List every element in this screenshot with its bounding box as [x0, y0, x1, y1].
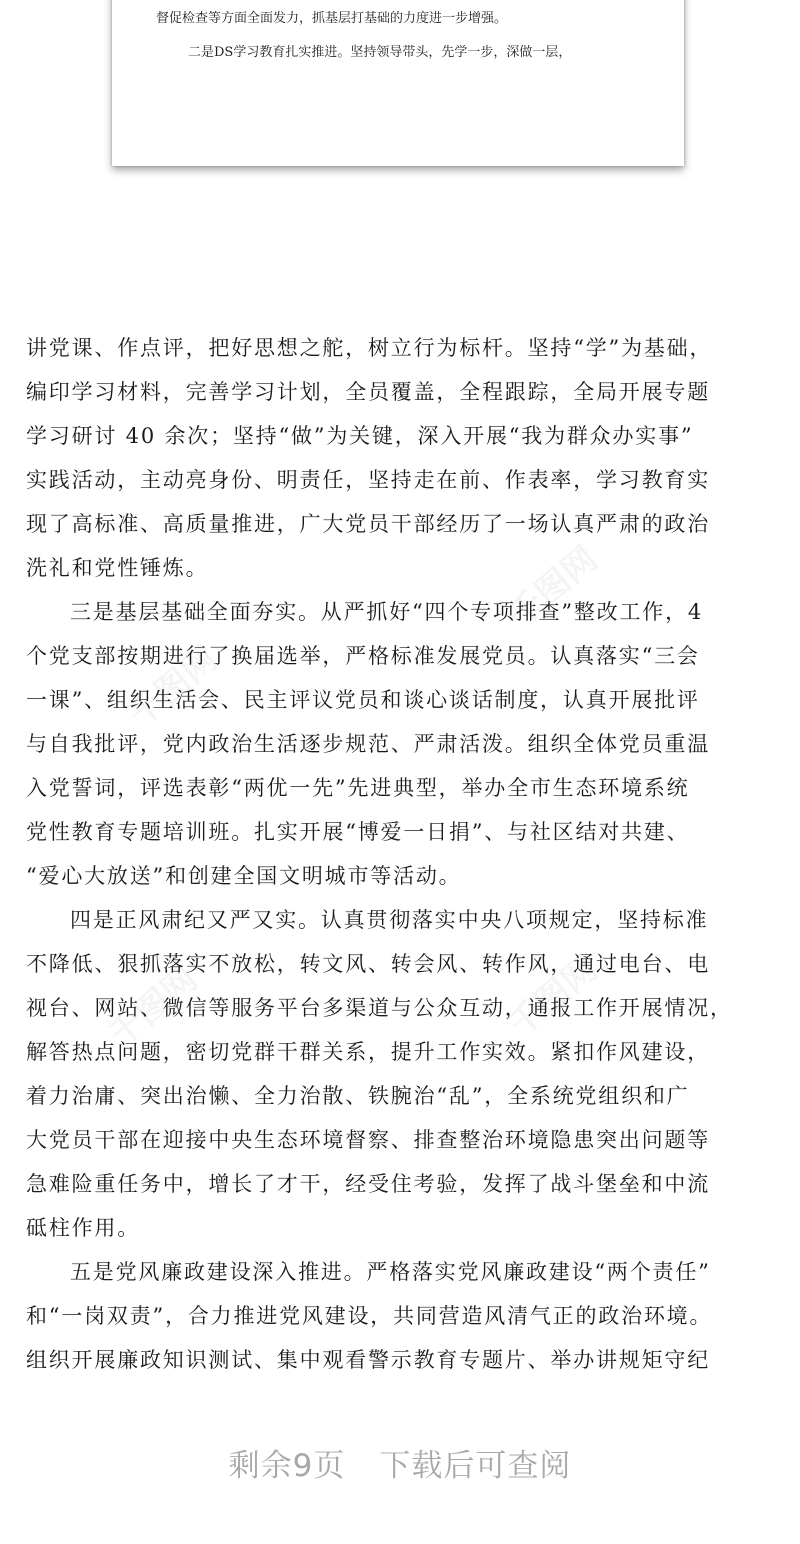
- watermark: 千图网: [121, 639, 226, 736]
- paragraph-line: 现了高标准、高质量推进，广大党员干部经历了一场认真严肃的政治: [26, 512, 710, 536]
- paragraph-line: 砥柱作用。: [26, 1216, 140, 1240]
- paragraph-line: 入党誓词，评选表彰“两优一先”先进典型，举办全市生态环境系统: [26, 776, 690, 800]
- paragraph-line: 实践活动，主动亮身份、明责任，坚持走在前、作表率，学习教育实: [26, 468, 710, 492]
- preview-line: 督促检查等方面全面发力，抓基层打基础的力度进一步增强。: [156, 11, 508, 26]
- paragraph-line: 和“一岗双责”，合力推进党风建设，共同营造风清气正的政治环境。: [26, 1304, 713, 1328]
- paragraph-line: 组织开展廉政知识测试、集中观看警示教育专题片、举办讲规矩守纪: [26, 1348, 710, 1372]
- paragraph-line: 讲党课、作点评，把好思想之舵，树立行为标杆。坚持“学”为基础，: [26, 336, 713, 360]
- paragraph-line: 学习研讨 40 余次；坚持“做”为关键，深入开展“我为群众办实事”: [26, 424, 694, 448]
- paragraph-line: 一课”、组织生活会、民主评议党员和谈心谈话制度，认真开展批评: [26, 688, 700, 712]
- watermark: 千图网: [501, 949, 606, 1046]
- document-body: [26, 326, 776, 1382]
- paragraph-line: 五是党风廉政建设深入推进。严格落实党风廉政建设“两个责任”: [70, 1260, 711, 1284]
- paragraph-line: 四是正风肃纪又严又实。认真贯彻落实中央八项规定，坚持标准: [70, 908, 709, 932]
- paragraph-line: 与自我批评，党内政治生活逐步规范、严肃活泼。组织全体党员重温: [26, 732, 710, 756]
- paragraph-line: 急难险重任务中，增长了才干，经受住考验，发挥了战斗堡垒和中流: [26, 1172, 710, 1196]
- download-hint-label: 下载后可查阅: [379, 1448, 572, 1484]
- paragraph-line: 大党员干部在迎接中央生态环境督察、排查整治环境隐患突出问题等: [26, 1128, 710, 1152]
- paragraph-line: 洗礼和党性锤炼。: [26, 556, 209, 580]
- paragraph-line: 个党支部按期进行了换届选举，严格标准发展党员。认真落实“三会: [26, 644, 700, 668]
- paragraph-line: 党性教育专题培训班。扎实开展“博爱一日捐”、与社区结对共建、: [26, 820, 690, 844]
- paragraph-line: 不降低、狠抓落实不放松，转文风、转会风、转作风，通过电台、电: [26, 952, 710, 976]
- page-preview-card: [112, 0, 684, 166]
- watermark: 千图网: [101, 959, 206, 1056]
- paragraph-line: 视台、网站、微信等服务平台多渠道与公众互动，通报工作开展情况，: [26, 996, 733, 1020]
- download-to-read-more[interactable]: [0, 1440, 800, 1485]
- paragraph-line: 三是基层基础全面夯实。从严抓好“四个专项排查”整改工作，4: [70, 600, 704, 624]
- preview-line: 二是DS学习教育扎实推进。坚持领导带头，先学一步，深做一层，: [188, 45, 572, 60]
- paragraph-line: 编印学习材料，完善学习计划，全员覆盖，全程跟踪，全局开展专题: [26, 380, 710, 404]
- paragraph-line: “爱心大放送”和创建全国文明城市等活动。: [26, 864, 462, 888]
- paragraph-line: 着力治庸、突出治懒、全力治散、铁腕治“乱”，全系统党组织和广: [26, 1084, 690, 1108]
- watermark: 千图网: [501, 539, 606, 636]
- remaining-pages-label: 剩余9页: [228, 1448, 346, 1484]
- paragraph-line: 解答热点问题，密切党群干群关系，提升工作实效。紧扣作风建设，: [26, 1040, 710, 1064]
